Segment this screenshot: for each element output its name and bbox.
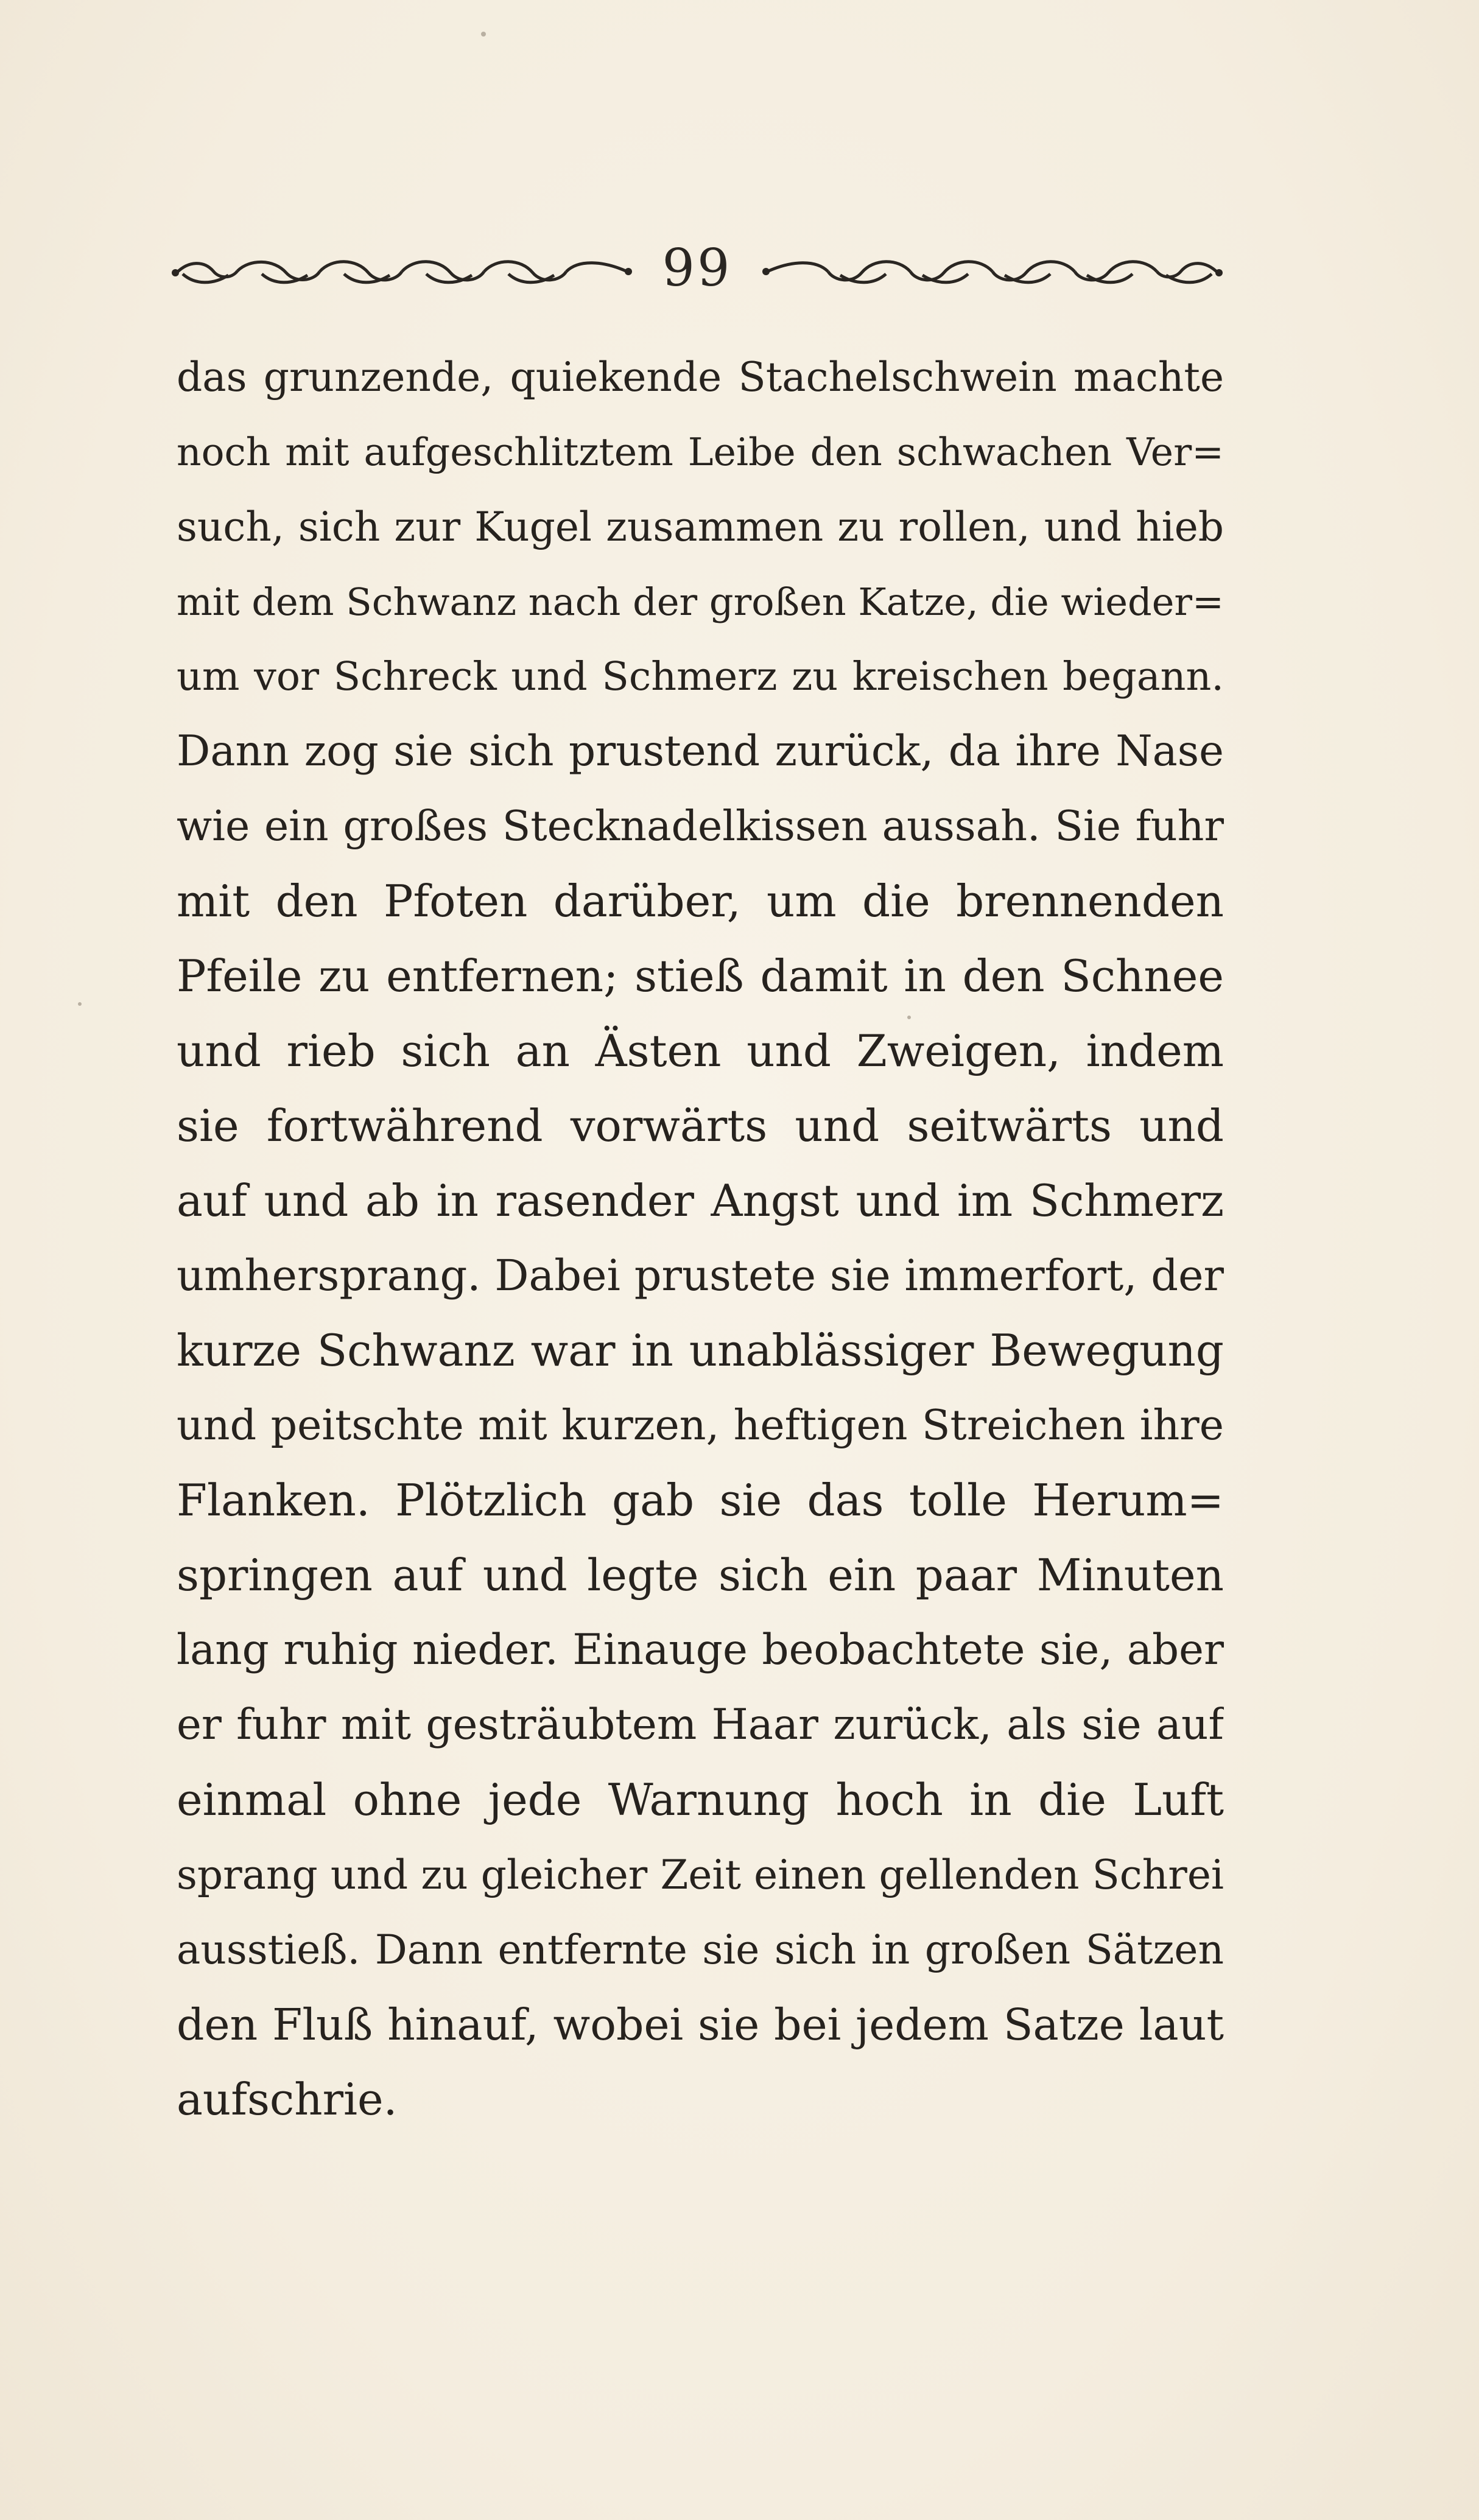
text-line: auf und ab in rasender Angst und im Schmerz xyxy=(177,1175,1224,1226)
text-line: noch mit aufgeschlitztem Leibe den schwachen Ver= xyxy=(177,430,1224,474)
text-line: Dann zog sie sich prustend zurück, da ihre Nase xyxy=(177,727,1224,776)
page-header xyxy=(170,225,1224,311)
page-number: 99 xyxy=(662,238,732,298)
text-line: Pfeile zu entfernen; stieß damit in den Schnee xyxy=(177,950,1224,1002)
text-line: mit den Pfoten darüber, um die brennenden xyxy=(177,876,1224,927)
text-line: lang ruhig nieder. Einauge beobachtete sie, aber xyxy=(177,1626,1224,1674)
paper-speck xyxy=(78,1002,82,1006)
text-line: aufschrie. xyxy=(177,2074,398,2125)
text-line: mit dem Schwanz nach der großen Katze, die wieder= xyxy=(177,580,1224,624)
paper-speck xyxy=(481,32,486,37)
page-body-text xyxy=(177,340,1224,2137)
text-line: er fuhr mit gesträubtem Haar zurück, als sie auf xyxy=(177,1700,1224,1749)
text-line: das grunzende, quiekende Stachelschwein machte xyxy=(177,354,1224,401)
text-line: einmal ohne jede Warnung hoch in die Luft xyxy=(177,1774,1224,1825)
ornament-right-icon xyxy=(761,250,1224,292)
text-line: sprang und zu gleicher Zeit einen gellenden Schrei xyxy=(177,1851,1224,1898)
text-line: springen auf und legte sich ein paar Minuten xyxy=(177,1550,1224,1601)
text-line: wie ein großes Stecknadelkissen aussah. Sie fuhr xyxy=(177,802,1224,851)
text-line: Flanken. Plötzlich gab sie das tolle Herum= xyxy=(177,1475,1224,1526)
paper-speck xyxy=(907,1016,911,1019)
text-line: und rieb sich an Ästen und Zweigen, indem xyxy=(177,1025,1224,1076)
text-line: ausstieß. Dann entfernte sie sich in großen Sätzen xyxy=(177,1926,1224,1973)
text-line: und peitschte mit kurzen, heftigen Streichen ihre xyxy=(177,1402,1224,1450)
text-line: umhersprang. Dabei prustete sie immerfort, der xyxy=(177,1251,1224,1300)
text-line: kurze Schwanz war in unablässiger Bewegung xyxy=(177,1325,1224,1376)
text-line: den Fluß hinauf, wobei sie bei jedem Satze laut xyxy=(177,1999,1224,2050)
text-line: um vor Schreck und Schmerz zu kreischen begann. xyxy=(177,654,1224,700)
text-line: such, sich zur Kugel zusammen zu rollen, und hieb xyxy=(177,504,1224,550)
ornament-left-icon xyxy=(170,250,633,292)
text-line: sie fortwährend vorwärts und seitwärts und xyxy=(177,1100,1224,1151)
